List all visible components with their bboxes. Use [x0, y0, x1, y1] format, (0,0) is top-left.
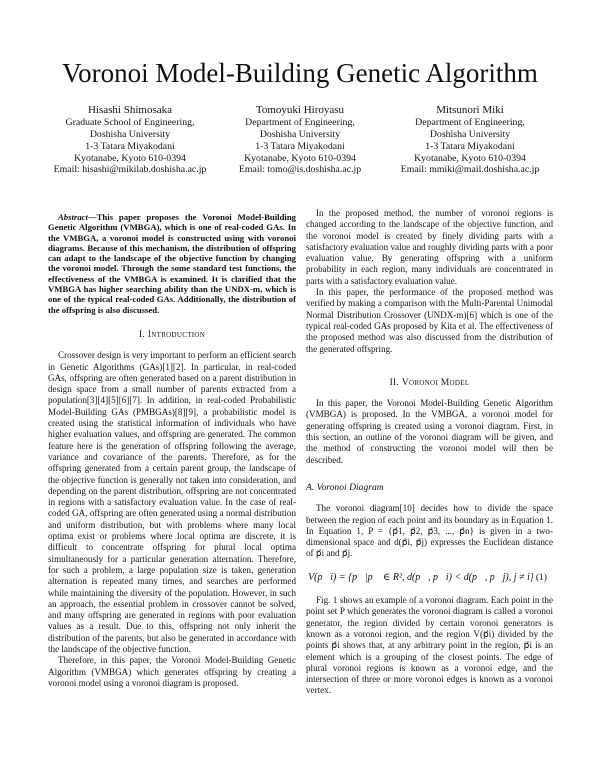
author-affiliation-line: 1-3 Tatara Miyakodani	[255, 140, 345, 152]
body-paragraph: Crossover design is very important to perform an efficient search in Genetic Algorithms (GAs)[1][2]. In particular, in real-coded GAs, offspring are often generated based on a parent distribution in design space from a small number of parents extracted from a population[3][4][5][6][7]. In addition, in real-coded Probabilistic Model-Building GAs (PMBGAs)[8][9], a probabilistic model is created using the statistical information of individuals who have higher evaluation values, and offspring are generated. The common feature here is the generation of offspring following the average, variance and covariance of the parents. Therefore, as for the offspring generated from a certain parent group, the landscape of the objective function is generally not taken into consideration, and depending on the parent distribution, offspring are not concentrated in regions with a satisfactory evaluation value. In the case of real-coded GA, offspring are often generated using a normal distribution and uniform distribution, but with problems where many local optima exist or problems where local optima are discrete, it is difficult to concentrate offspring for plural local optima simultaneously for a particular generation alternation. Therefore, for such a problem, a large population size is taken, generation alternation is repeated many times, and searches are performed while maintaining the diversity of the population. However, in such an approach, the essential problem in crossover cannot be solved, and many offspring are generated in regions with poor evaluation values as a result. Due to this, offspring not only inherit the distribution of the parents, but also be generated in accordance with the landscape of the objective function.	[48, 350, 296, 654]
left-column	[48, 212, 296, 689]
abstract-heading: Abstract—	[58, 212, 97, 222]
author-affiliation-line: Kyotanabe, Kyoto 610-0394	[74, 152, 186, 164]
author-email: Email: mmiki@mail.doshisha.ac.jp	[400, 164, 540, 176]
section-heading-introduction: I. Introduction	[138, 328, 206, 340]
equation-number: (1)	[535, 571, 547, 583]
equation: V(p⃗i) = {p⃗|p⃗ ∈ R², d(p⃗, p⃗i) < d(p⃗, p⃗j), j ≠ i}	[308, 571, 534, 583]
author-3	[385, 104, 555, 176]
author-2	[215, 104, 385, 176]
paper-title: Voronoi Model-Building Genetic Algorithm	[62, 58, 538, 88]
author-affiliation-line: Doshisha University	[429, 129, 511, 140]
body-paragraph: Therefore, in this paper, the Voronoi Model-Building Genetic Algorithm (VMBGA) which generates offspring by creating a voronoi model using a voronoi diagram is proposed.	[48, 655, 296, 688]
spacer	[306, 355, 553, 363]
author-email: Email: tomo@is.doshisha.ac.jp	[238, 164, 362, 176]
body-paragraph: Fig. 1 shows an example of a voronoi diagram. Each point in the point set P which generates the voronoi diagram is called a voronoi generator, the region divided by certain voronoi generators is known as a voronoi region, and the region V(p⃗i) divided by the points p⃗i shows that, at any arbitrary point in the region, p⃗i is an element which is a grouping of the closest points. The edge of plural voronoi regions is known as a voronoi edge, and the intersection of three or more voronoi edges is known as a voronoi vertex.	[306, 595, 553, 696]
author-affiliation-line: Graduate School of Engineering,	[65, 117, 195, 129]
author-affiliation-line: Kyotanabe, Kyoto 610-0394	[414, 152, 526, 164]
author-email: Email: hisashi@mikilab.doshisha.ac.jp	[53, 164, 207, 176]
equation-row	[306, 572, 553, 583]
body-paragraph: In this paper, the performance of the proposed method was verified by making a comparison with the Multi-Parental Unimodal Normal Distribution Crossover (UNDX-m)[6] which is one of the typical real-coded GAs proposed by Kita et al. The effectiveness of the proposed method was also discussed from the distribution of the generated offspring.	[306, 287, 553, 354]
author-affiliation-line: 1-3 Tatara Miyakodani	[85, 140, 175, 152]
author-name: Tomoyuki Hiroyasu	[255, 104, 345, 116]
body-paragraph: The voronoi diagram[10] decides how to divide the space between the region of each point and its boundary as in Equation 1. In Equation 1, P = {p⃗1, p⃗2, p⃗3, ..., p⃗n} is given in a two-dimensional space and d(p⃗i, p⃗j) expresses the Euclidean distance of p⃗i and p⃗j.	[306, 503, 553, 559]
section-heading-voronoi-model: II. Voronoi Model	[389, 376, 470, 388]
body-paragraph: In the proposed method, the number of voronoi regions is changed according to the landscape of the objective function, and the voronoi model is created by finely dividing parts with a satisfactory evaluation value and roughly dividing parts with a poor evaluation value. By generating offspring with a uniform probability in each region, many individuals are concentrated in parts with a satisfactory evaluation value.	[306, 208, 553, 286]
author-affiliation-line: Department of Engineering,	[415, 117, 525, 129]
author-name: Mitsunori Miki	[436, 104, 504, 116]
author-affiliation-line: Doshisha University	[89, 129, 171, 140]
abstract	[48, 212, 296, 315]
abstract-body: This paper proposes the Voronoi Model-Building Genetic Algorithm (VMBGA), which is one of real-coded GAs. In the VMBGA, a voronoi model is constructed using with voronoi diagrams. Because of this mechanism, the distribution of offspring can adapt to the landscape of the objective function by changing the voronoi model. Through the some standard test functions, the effectiveness of the VMBGA is examined. It is clarified that the VMBGA has higher searching ability than the UNDX-m, which is one of the typical real-coded GAs. Additionally, the distribution of the offspring is also discussed.	[48, 212, 296, 315]
author-1	[45, 104, 215, 176]
author-affiliation-line: Doshisha University	[259, 129, 341, 140]
author-name: Hisashi Shimosaka	[87, 104, 173, 116]
author-block	[45, 104, 555, 176]
right-column	[306, 208, 553, 697]
subsection-heading-voronoi-diagram: A. Voronoi Diagram	[306, 481, 384, 493]
author-affiliation-line: Department of Engineering,	[245, 117, 355, 129]
author-affiliation-line: 1-3 Tatara Miyakodani	[425, 140, 515, 152]
author-affiliation-line: Kyotanabe, Kyoto 610-0394	[244, 152, 356, 164]
body-paragraph: In this paper, the Voronoi Model-Building Genetic Algorithm (VMBGA) is proposed. In the VMBGA, a voronoi model for generating offspring is created using a voronoi diagram. First, in this section, an outline of the voronoi diagram will be given, and the method of constructing the voronoi model will then be described.	[306, 398, 553, 465]
